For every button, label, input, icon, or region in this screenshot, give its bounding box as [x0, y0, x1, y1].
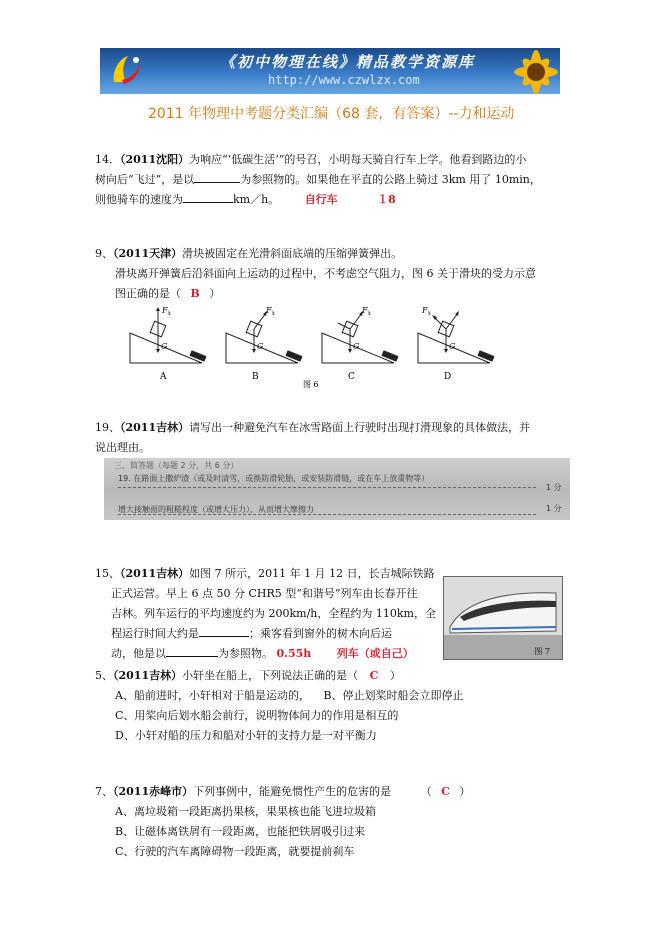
question-text: 如图 7 所示，2011 年 1 月 12 日，长吉城际铁路 — [189, 567, 435, 580]
option-b: B、停止划桨时船会立即停止 — [323, 689, 464, 702]
question-text: ） — [209, 287, 221, 300]
question-number: 9、 — [95, 247, 113, 260]
figure-6-incline-diagrams — [128, 305, 518, 390]
figure-caption: 图 6 — [303, 380, 319, 389]
option-c: C、行驶的汽车离障碍物一段距离，就要提前刹车 — [115, 845, 355, 858]
question-source: （2011吉林） — [113, 669, 183, 682]
question-text: 下列事例中，能避免惯性产生的危害的是 — [193, 785, 392, 798]
question-text: 请写出一种避免汽车在冰雪路面上行驶时出现打滑现象的具体做法，并 — [189, 421, 531, 434]
question-text: ；乘客看到窗外的树木向后运 — [249, 627, 392, 640]
diagram-a — [130, 306, 207, 382]
question-text: 树向后“飞过”，是以 — [95, 173, 195, 186]
force-label: $F_x$ — [162, 306, 171, 317]
question-number: 19、 — [95, 421, 120, 434]
question-text: km／h。 — [233, 193, 280, 206]
diagram-label: C — [348, 372, 355, 382]
question-text: 吉林。列车运行的平均速度约为 200km/h，全程约为 110km，全 — [111, 607, 436, 620]
force-label: G — [161, 342, 168, 351]
banner-title: 《初中物理在线》精品教学资源库 — [220, 53, 476, 71]
figure-caption: 图 7 — [534, 647, 550, 656]
scan-score: 1 分 — [546, 504, 562, 513]
scan-divider — [118, 514, 536, 515]
question-number: 15、 — [95, 567, 120, 580]
diagram-label: A — [160, 372, 167, 382]
answer-blank — [183, 190, 233, 203]
question-text: ） — [389, 669, 401, 682]
question-number: 14． — [95, 153, 120, 166]
diagram-c — [322, 306, 399, 382]
question-source: （2011赤峰市） — [113, 785, 194, 798]
question-text: 动，他是以 — [111, 647, 166, 660]
answer-text: C — [369, 669, 379, 682]
question-text: 则他骑车的速度为 — [95, 193, 183, 206]
option-a: A、船前进时，小轩相对于船是运动的， — [115, 689, 310, 702]
question-source: （2011沈阳） — [120, 153, 190, 166]
force-label: G — [353, 342, 360, 351]
force-label: $F_x$ — [266, 306, 275, 317]
diagram-label: B — [252, 372, 259, 382]
question-text: 为参照物的。如果他在平直的公路上骑过 3km 用了 10min， — [240, 173, 541, 186]
force-label: G — [257, 342, 264, 351]
answer-text: B — [190, 287, 200, 300]
question-text: 小轩坐在船上，下列说法正确的是（ — [182, 669, 359, 682]
answer-text: 自行车 — [304, 193, 338, 206]
answer-blank — [199, 624, 249, 637]
page-title: 2011 年物理中考题分类汇编（68 套，有答案）--力和运动 — [148, 106, 515, 122]
sunflower-icon — [496, 48, 560, 94]
question-text: 滑块离开弹簧后沿斜面向上运动的过程中，不考虑空气阻力，图 6 关于滑块的受力示意 — [115, 267, 536, 280]
diagram-d — [418, 306, 495, 382]
force-label: $F_x$ — [362, 306, 371, 317]
diagram-label: D — [444, 372, 452, 382]
question-number: 7、 — [95, 785, 113, 798]
answer-text: 列车（或自己） — [336, 647, 414, 660]
question-9 — [95, 244, 565, 304]
header-banner — [100, 48, 560, 94]
question-15 — [95, 564, 440, 664]
site-logo-icon — [106, 52, 146, 90]
scan-score: 1 分 — [546, 483, 562, 492]
answer-text: C — [441, 785, 450, 798]
scan-line: 19. 在路面上撒炉渣（或及时清雪，或换防滑轮胎，或安装防滑链，或在车上放重物等） — [118, 474, 430, 483]
scan-line: 三、简答题（每题 2 分，共 6 分） — [114, 461, 239, 470]
option-d: D、小轩对船的压力和船对小轩的支持力是一对平衡力 — [115, 729, 377, 742]
diagram-b — [226, 306, 303, 382]
answer-blank — [166, 644, 218, 657]
force-label: G — [449, 342, 456, 351]
question-text: 滑块被固定在光滑斜面底端的压缩弹簧弹出。 — [182, 247, 403, 260]
option-c: C、用桨向后划水船会前行，说明物体间力的作用是相互的 — [115, 709, 399, 722]
question-text: 说出理由。 — [95, 441, 150, 454]
question-source: （2011天津） — [113, 247, 183, 260]
question-number: 5、 — [95, 669, 113, 682]
question-text: ） — [459, 785, 471, 798]
question-text: 为响应“‘低碳生活’”的号召，小明每天骑自行车上学。他看到路边的小 — [189, 153, 527, 166]
banner-url: http://www.czwlzx.com — [268, 73, 420, 87]
question-text: 程运行时间大约是 — [111, 627, 199, 640]
question-text: 图正确的是（ — [115, 287, 181, 300]
scan-line: 增大接触面的粗糙程度（或增大压力），从而增大摩擦力 — [118, 505, 314, 514]
question-text: （ — [420, 785, 432, 798]
answer-blank — [194, 170, 240, 183]
question-5 — [95, 666, 565, 746]
question-source: （2011吉林） — [120, 421, 190, 434]
scan-divider — [118, 487, 536, 488]
question-19 — [95, 418, 565, 458]
force-label: $F_x$ — [422, 306, 431, 317]
question-14 — [95, 150, 565, 210]
question-text: 为参照物。 — [218, 647, 273, 660]
figure-7-train-photo — [443, 576, 563, 660]
question-source: （2011吉林） — [120, 567, 190, 580]
question-7 — [95, 782, 565, 862]
option-a: A、离垃圾箱一段距离扔果核，果果核也能飞进垃圾箱 — [115, 805, 376, 818]
option-b: B、让磁体离铁屑有一段距离，也能把铁屑吸引过来 — [115, 825, 366, 838]
answer-text: １8 — [377, 193, 396, 206]
answer-text: 0.55h — [276, 647, 312, 660]
scanned-answer-image — [104, 458, 570, 520]
question-text: 正式运营。早上 6 点 50 分 CHR5 型“和谐号”列车由长春开往 — [111, 587, 418, 600]
